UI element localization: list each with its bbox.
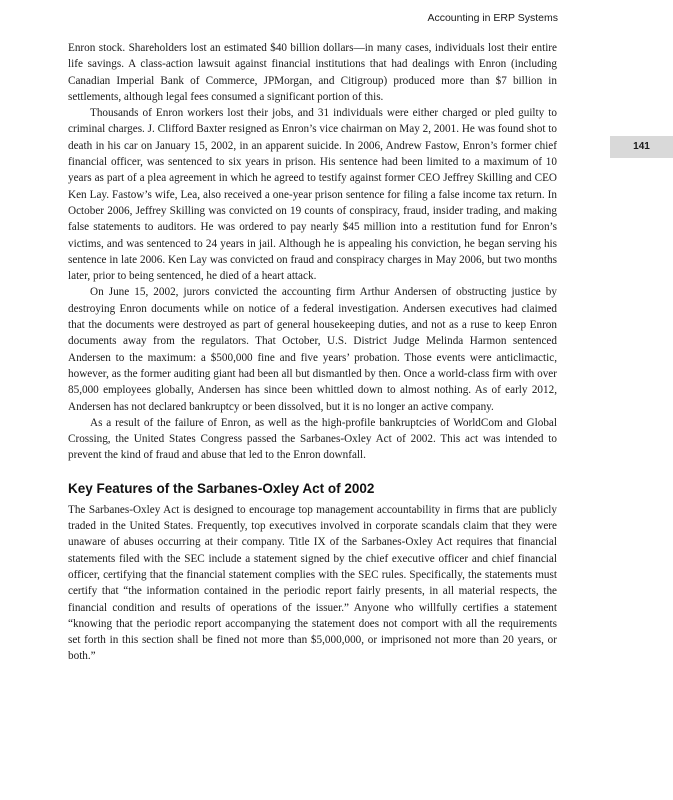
section-heading: Key Features of the Sarbanes-Oxley Act of 2002 bbox=[68, 480, 375, 496]
paragraph-arthur-andersen: On June 15, 2002, jurors convicted the accounting firm Arthur Andersen of obstructing justice by destroying Enron documents while on notice of a federal investigation. Andersen executives had claimed that the documents were destroyed as part of general housekeeping duties, and not as a ruse to keep Enron documents away from the regulators. That October, U.S. District Judge Melinda Harmon sentenced Andersen to the maximum: a $500,000 fine and five years’ probation. Those events were anticlimactic, however, as the former auditing giant had been all but dismantled by then. Once a world-class firm with over 85,000 employees globally, Andersen has since been whittled down to almost nothing. As of early 2012, Andersen has not declared bankruptcy or been dissolved, but it is no longer an active company. bbox=[68, 286, 557, 413]
page-body bbox=[68, 40, 557, 665]
paragraph-enron-stock: Enron stock. Shareholders lost an estimated $40 billion dollars—in many cases, individuals lost their entire life savings. A class-action lawsuit against financial institutions that had dealings with Enron (including Canadian Imperial Bank of Commerce, JPMorgan, and Citigroup) produced more than $7 billion in settlements, although legal fees consumed a significant portion of this. bbox=[68, 42, 557, 103]
page-number-tab: 141 bbox=[610, 136, 673, 158]
paragraph-sox-passage: As a result of the failure of Enron, as well as the high-profile bankruptcies of WorldCom and Global Crossing, the United States Congress passed the Sarbanes-Oxley Act of 2002. This act was intended to prevent the kind of fraud and abuse that led to the Enron downfall. bbox=[68, 416, 557, 462]
running-head-title: Accounting in ERP Systems bbox=[427, 12, 558, 24]
paragraph-sox-features: The Sarbanes-Oxley Act is designed to encourage top management accountability in firms that are publicly traded in the United States. Frequently, top executives involved in corporate scandals claim that they were unaware of abuses occurring at their company. Title IX of the Sarbanes-Oxley Act requires that financial statements filed with the SEC include a statement signed by the chief executive officer and chief financial officer, certifying that the financial statement complies with the SEC rules. Specifically, the statements must certify that “the information contained in the periodic report fairly presents, in all material respects, the financial condition and results of operations of the issuer.” Anyone who willfully certifies a statement “knowing that the periodic report accompanying the statement does not comport with all the requirements set forth in this section shall be fined not more than $5,000,000, or imprisoned not more than 20 years, or both.” bbox=[68, 503, 557, 663]
paragraph-enron-workers: Thousands of Enron workers lost their jobs, and 31 individuals were either charged or pled guilty to criminal charges. J. Clifford Baxter resigned as Enron’s vice chairman on May 2, 2001. He was found shot to death in his car on January 15, 2002, in an apparent suicide. In 2006, Andrew Fastow, Enron’s former chief financial officer, was sentenced to six years in prison. His sentence had been limited to a maximum of 10 years as part of a plea agreement in which he agreed to testify against former CEO Jeffrey Skilling and CEO Ken Lay. Fastow’s wife, Lea, also received a one-year prison sentence for filing a false income tax return. In October 2006, Jeffrey Skilling was convicted on 19 counts of conspiracy, fraud, insider trading, and making false statements to auditors. He was ordered to pay nearly $45 million into a restitution fund for Enron’s victims, and was sentenced to 24 years in jail. Although he is appealing his conviction, he began serving his sentence in late 2006. Ken Lay was convicted on fraud and conspiracy charges in May 2006, but two months later, prior to being sentenced, he died of a heart attack. bbox=[68, 107, 557, 283]
